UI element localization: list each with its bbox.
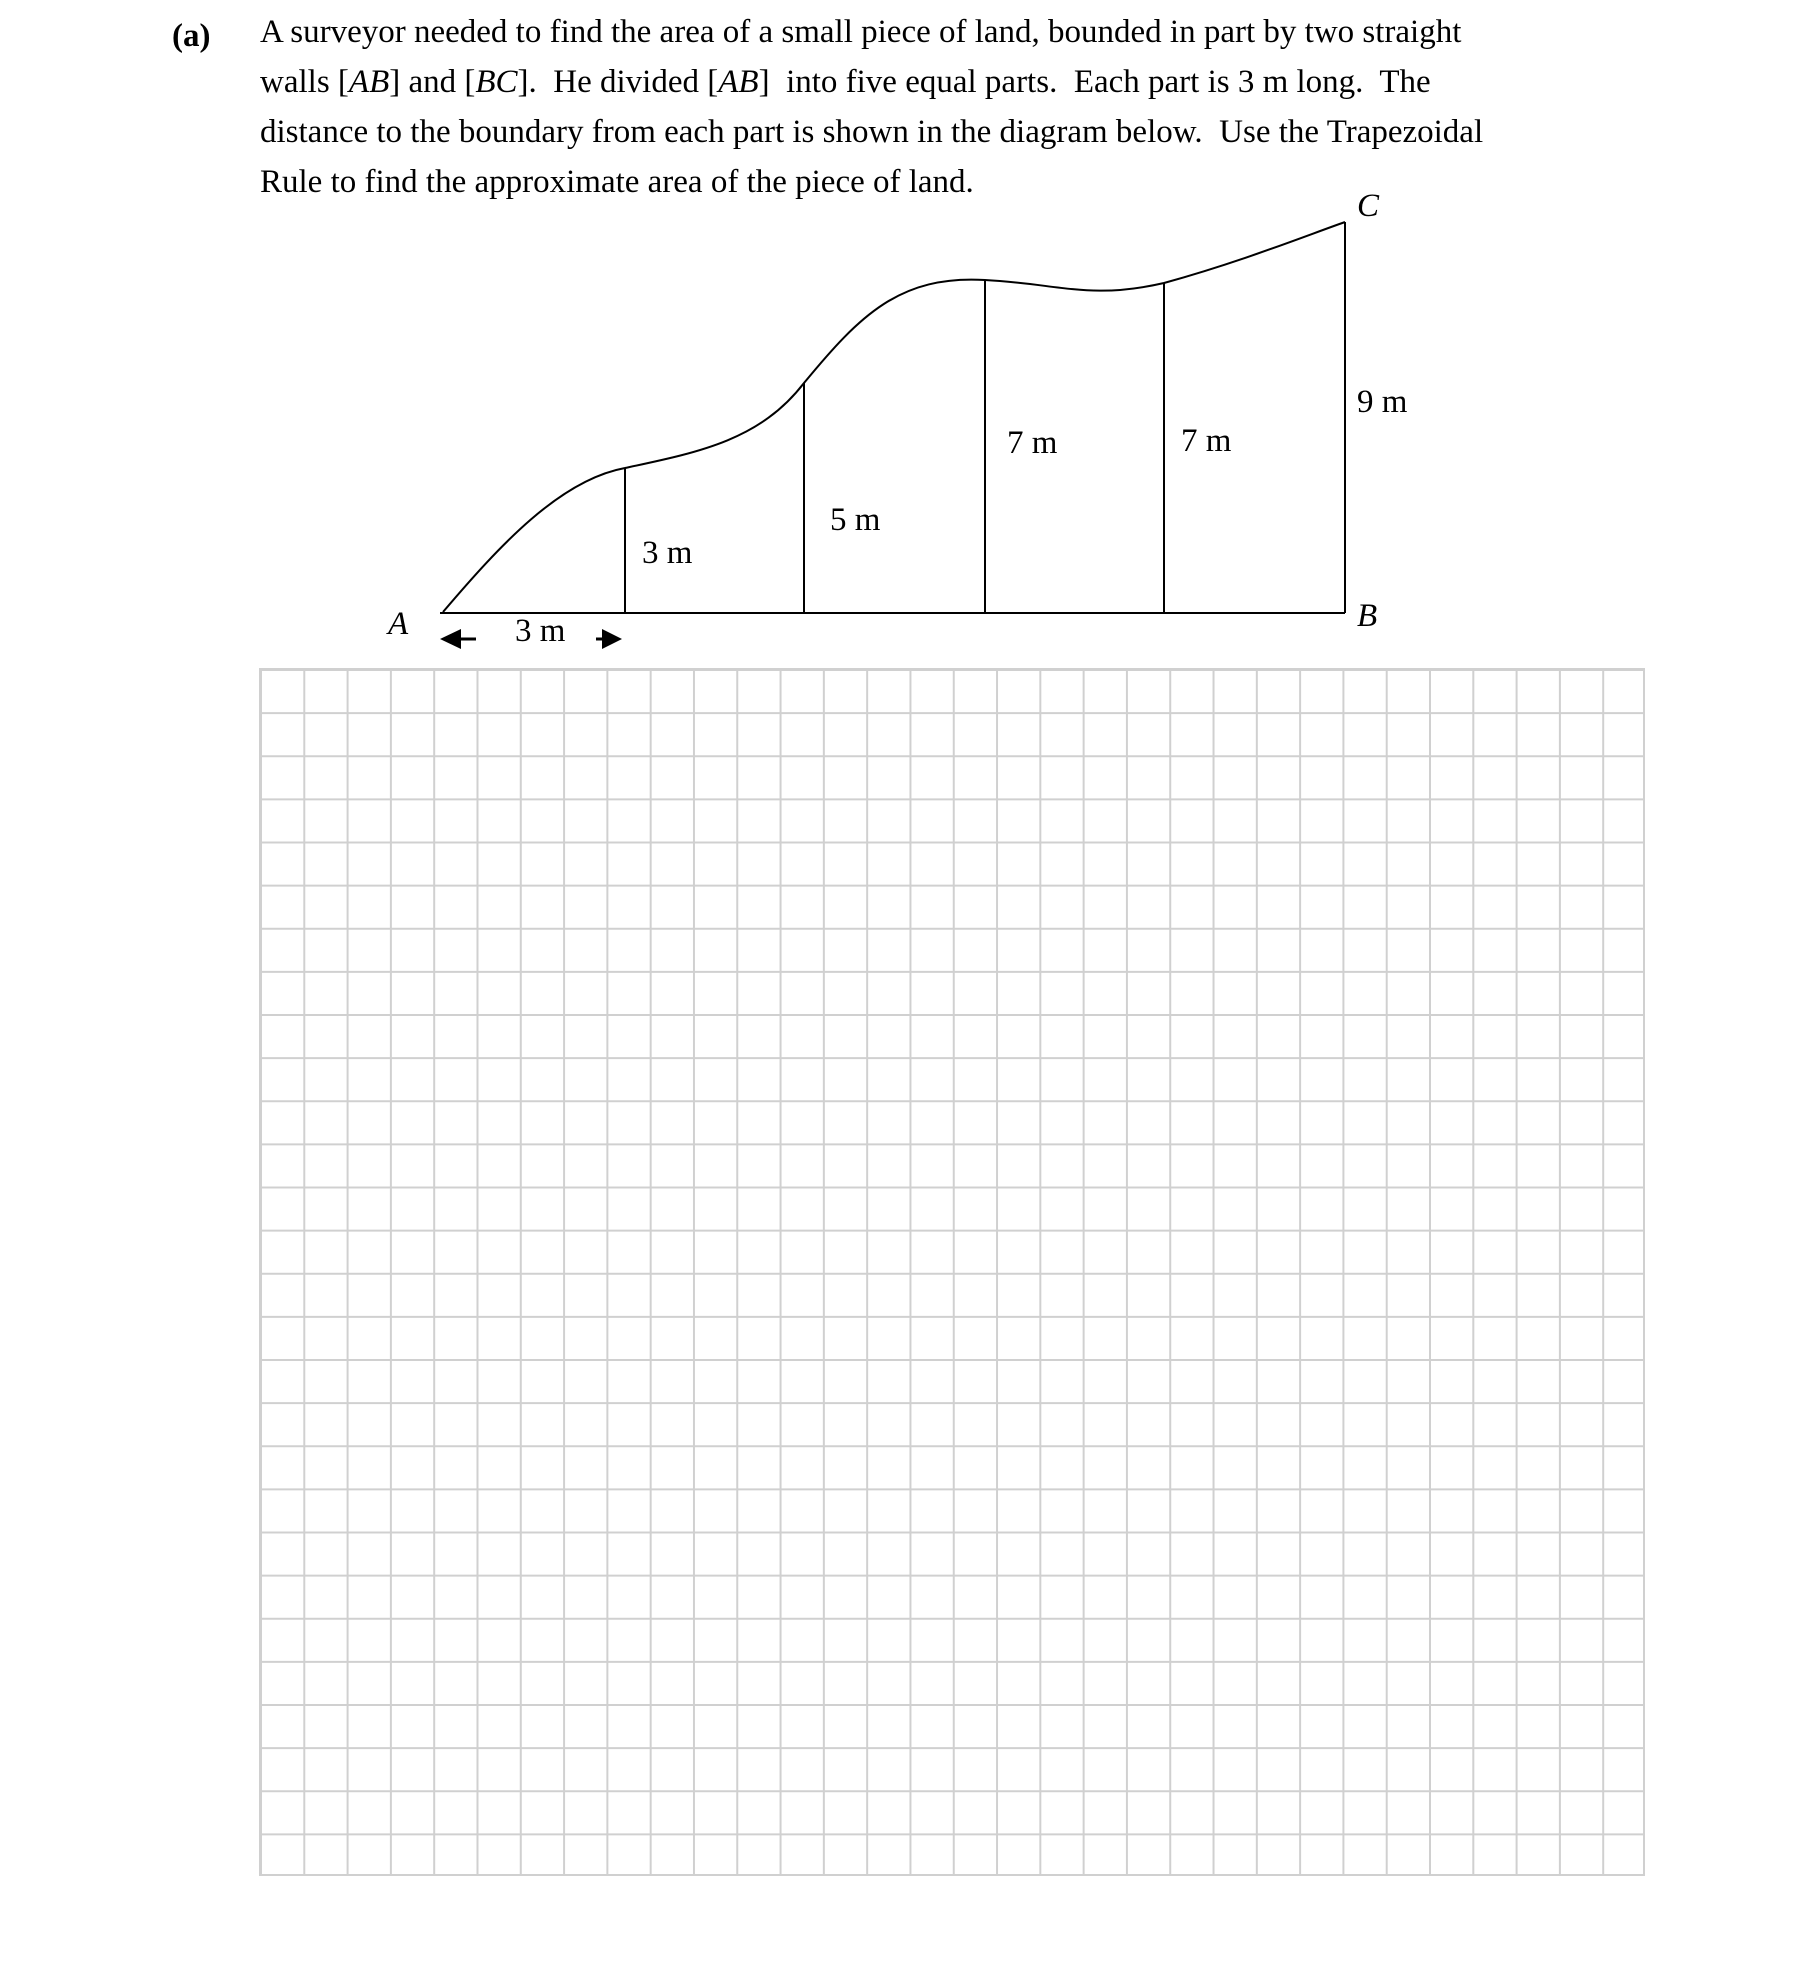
question-label: (a) (172, 18, 211, 54)
point-c-label: C (1357, 188, 1380, 224)
point-a-label: A (388, 606, 409, 642)
question-line-3: distance to the boundary from each part is shown in the diagram below. Use the Trapezoidal (260, 114, 1484, 150)
point-b-label: B (1357, 598, 1378, 634)
question-line-1: A surveyor needed to find the area of a small piece of land, bounded in part by two straight (260, 14, 1462, 50)
answer-grid[interactable] (259, 668, 1645, 1876)
width-label: 3 m (515, 613, 566, 649)
question-line-4: Rule to find the approximate area of the piece of land. (260, 164, 974, 200)
land-diagram (0, 0, 1818, 660)
height-label-3: 7 m (1007, 425, 1058, 461)
height-label-1: 3 m (642, 535, 693, 571)
height-label-4: 7 m (1181, 423, 1232, 459)
height-label-2: 5 m (830, 502, 881, 538)
arrow-right-icon (602, 629, 622, 649)
question-line-2: walls [AB] and [BC]. He divided [AB] into five equal parts. Each part is 3 m long. The (260, 64, 1431, 100)
land-diagram-figure (0, 0, 1818, 660)
boundary-curve (443, 222, 1345, 612)
height-label-5: 9 m (1357, 384, 1408, 420)
arrow-left-icon (440, 629, 461, 649)
